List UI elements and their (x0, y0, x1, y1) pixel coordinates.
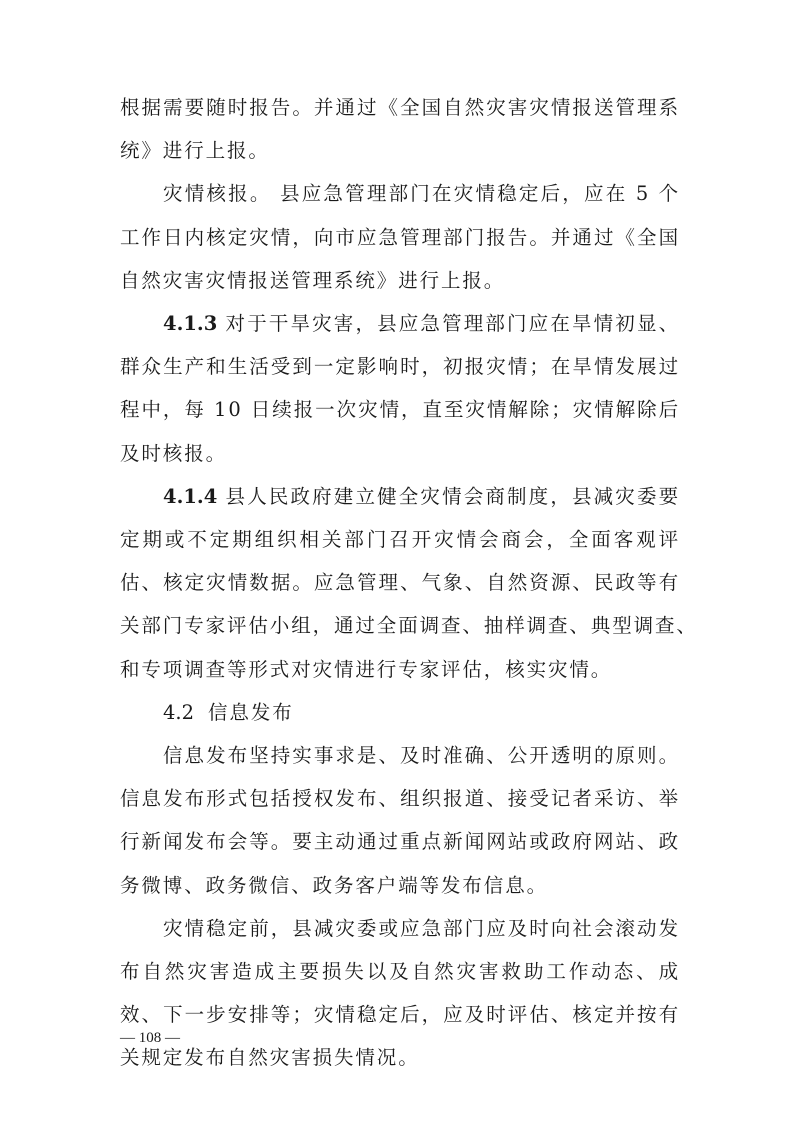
text-line: 群众生产和生活受到一定影响时，初报灾情；在旱情发展过 (120, 355, 680, 379)
clause-4-1-4 (163, 485, 680, 509)
text-line: 估、核定灾情数据。应急管理、气象、自然资源、民政等有 (120, 571, 680, 595)
text-line: 关部门专家评估小组，通过全面调查、抽样调查、典型调查、 (120, 614, 698, 638)
text-line: 及时核报。 (120, 441, 228, 465)
text-line: 行新闻发布会等。要主动通过重点新闻网站或政府网站、政 (120, 830, 680, 854)
text-line: 统》进行上报。 (120, 139, 270, 163)
text-line: 和专项调查等形式对灾情进行专家评估，核实灾情。 (120, 657, 613, 681)
text-line: 县人民政府建立健全灾情会商制度，县减灾委要 (225, 484, 680, 508)
text-line: 信息发布形式包括授权发布、组织报道、接受记者采访、举 (120, 787, 680, 811)
text-line: 布自然灾害造成主要损失以及自然灾害救助工作动态、成 (120, 960, 680, 983)
text-line: 关规定发布自然灾害损失情况。 (120, 1046, 420, 1070)
text-line: 自然灾害灾情报送管理系统》进行上报。 (120, 268, 506, 292)
section-title: 信息发布 (208, 700, 294, 724)
section-number: 4.2 (163, 700, 195, 724)
text-line: 灾情稳定前，县减灾委或应急部门应及时向社会滚动发 (163, 916, 680, 940)
text-line: 根据需要随时报告。并通过《全国自然灾害灾情报送管理系 (120, 96, 680, 119)
text-line: 效、下一步安排等；灾情稳定后，应及时评估、核定并按有 (120, 1003, 680, 1027)
page-number: — 108 — (120, 1030, 180, 1046)
text-line: 程中，每 10 日续报一次灾情，直至灾情解除；灾情解除后 (120, 398, 680, 422)
text-line: 对于干旱灾害，县应急管理部门应在旱情初显、 (225, 312, 680, 335)
text-line: 信息发布坚持实事求是、及时准确、公开透明的原则。 (163, 744, 680, 767)
text-line: 工作日内核定灾情，向市应急管理部门报告。并通过《全国 (120, 225, 680, 249)
text-line: 灾情核报。 县应急管理部门在灾情稳定后，应在 5 个 (163, 182, 680, 206)
text-line: 定期或不定期组织相关部门召开灾情会商会，全面客观评 (120, 528, 680, 551)
text-line: 务微博、政务微信、政务客户端等发布信息。 (120, 873, 549, 897)
clause-number: 4.1.3 (163, 312, 218, 335)
section-heading-4-2 (163, 701, 680, 725)
clause-4-1-3 (163, 312, 680, 336)
clause-number: 4.1.4 (163, 484, 218, 508)
